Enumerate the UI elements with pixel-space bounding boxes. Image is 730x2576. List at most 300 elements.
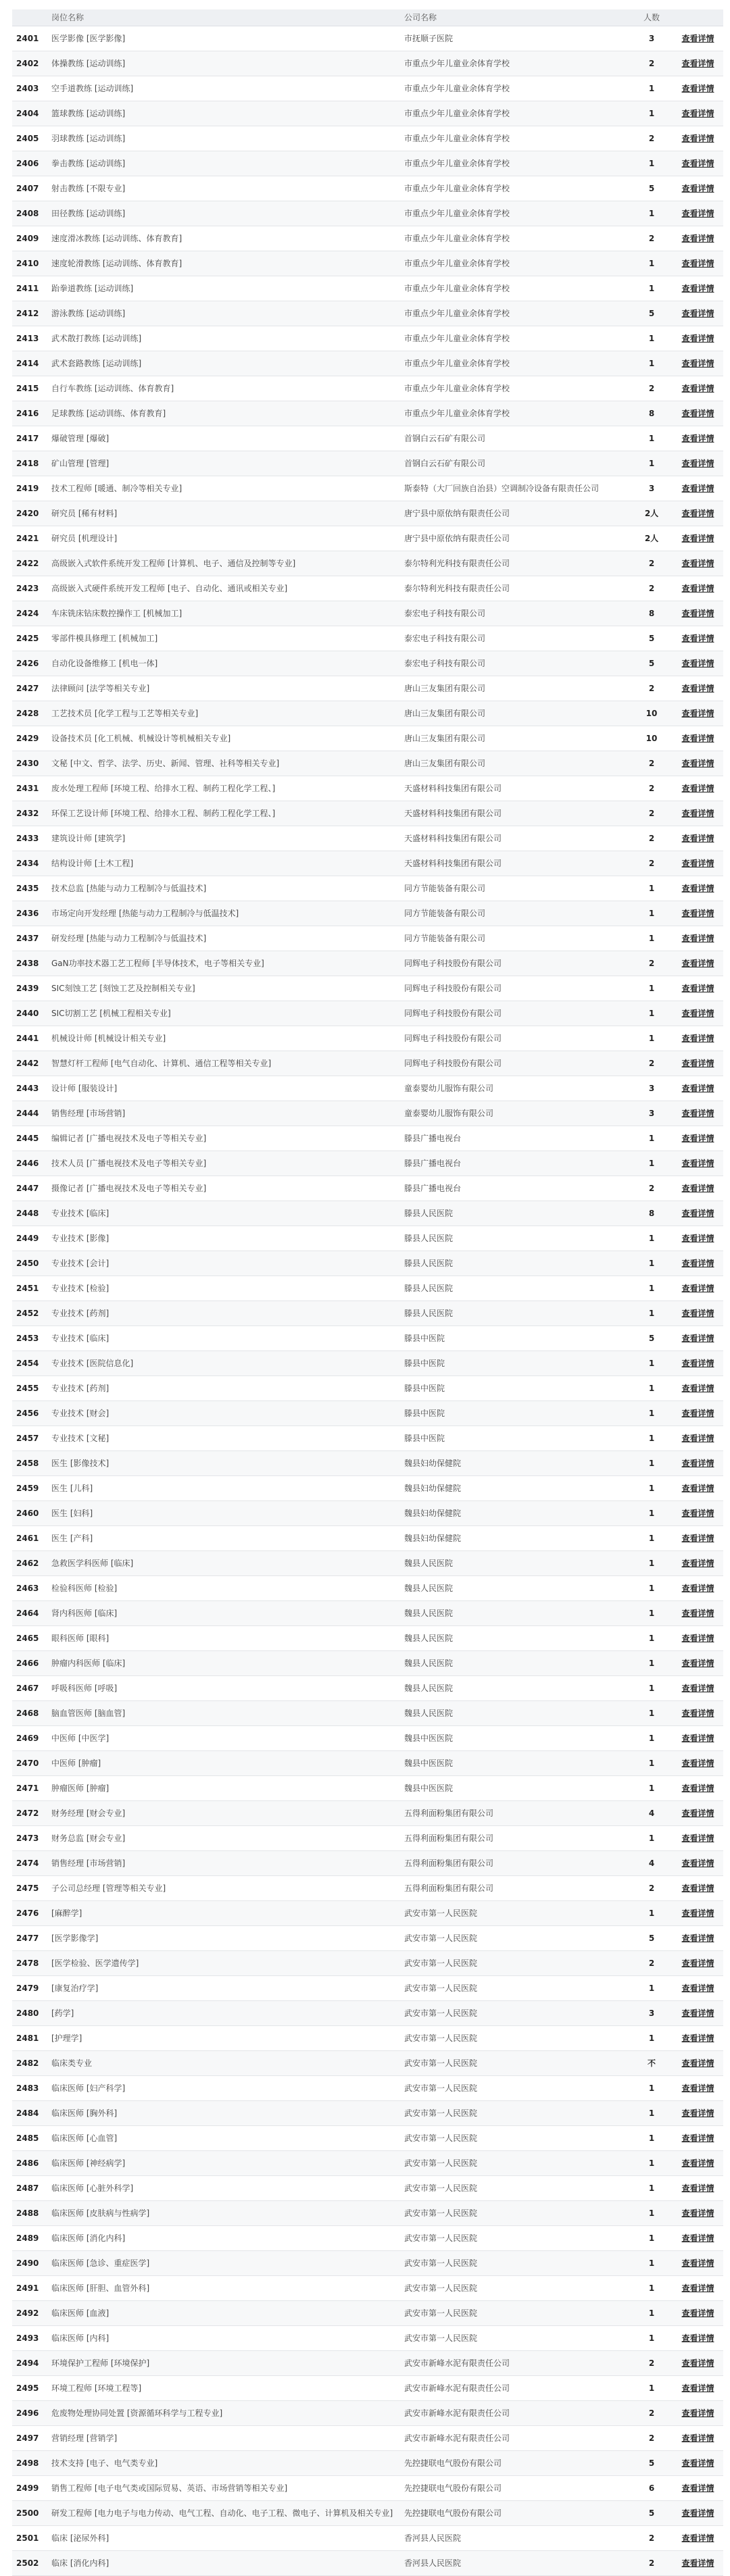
table-row (12, 2450, 723, 2475)
row-company: 滕县广播电视台 (397, 1151, 631, 1176)
row-count: 1 (631, 1300, 673, 1325)
view-details-link[interactable]: 查看详情 (681, 1034, 714, 1043)
table-row (12, 1276, 723, 1300)
row-count: 5 (631, 301, 673, 326)
table-row (12, 676, 723, 701)
view-details-link[interactable]: 查看详情 (681, 1459, 714, 1468)
row-action-cell (673, 1675, 723, 1700)
view-details-link[interactable]: 查看详情 (681, 509, 714, 518)
view-details-link[interactable]: 查看详情 (681, 759, 714, 768)
row-action-cell (673, 2150, 723, 2175)
row-company: 滕县中医院 (397, 1375, 631, 1400)
row-company: 魏县中医医院 (397, 1725, 631, 1750)
row-id: 2440 (12, 1001, 45, 1026)
row-company: 首钢白云石矿有限公司 (397, 451, 631, 476)
row-id: 2456 (12, 1400, 45, 1425)
row-position: 临床医师 [皮肤病与性病学] (45, 2200, 397, 2225)
row-action-cell (673, 2175, 723, 2200)
view-details-link[interactable]: 查看详情 (681, 59, 714, 68)
row-action-cell (673, 2550, 723, 2575)
table-row (12, 176, 723, 201)
view-details-link[interactable]: 查看详情 (681, 1584, 714, 1593)
view-details-link[interactable]: 查看详情 (681, 1384, 714, 1393)
row-action-cell (673, 1875, 723, 1900)
view-details-link[interactable]: 查看详情 (681, 684, 714, 693)
row-count: 1 (631, 1350, 673, 1375)
row-id: 2443 (12, 1076, 45, 1101)
view-details-link[interactable]: 查看详情 (681, 784, 714, 793)
row-id: 2477 (12, 1925, 45, 1950)
row-count: 1 (631, 876, 673, 901)
row-action-cell (673, 1276, 723, 1300)
row-count: 1 (631, 251, 673, 276)
row-position: [麻醉学] (45, 1900, 397, 1925)
row-position: 眼科医师 [眼科] (45, 1625, 397, 1650)
view-details-link[interactable]: 查看详情 (681, 2059, 714, 2068)
view-details-link[interactable]: 查看详情 (681, 1409, 714, 1418)
row-count: 1 (631, 1825, 673, 1850)
row-position: 检验科医师 [检验] (45, 1575, 397, 1600)
row-action-cell (673, 951, 723, 976)
table-row (12, 1076, 723, 1101)
row-company: 首钢白云石矿有限公司 (397, 426, 631, 451)
view-details-link[interactable]: 查看详情 (681, 2258, 714, 2268)
row-company: 先控捷联电气股份有限公司 (397, 2450, 631, 2475)
view-details-link[interactable]: 查看详情 (681, 2533, 714, 2543)
row-count: 1 (631, 426, 673, 451)
view-details-link[interactable]: 查看详情 (681, 809, 714, 818)
view-details-link[interactable]: 查看详情 (681, 2308, 714, 2318)
row-company: 市重点少年儿童业余体育学校 (397, 151, 631, 176)
view-details-link[interactable]: 查看详情 (681, 1184, 714, 1193)
table-body (12, 26, 723, 2575)
row-company: 武安市新峰水泥有限责任公司 (397, 2425, 631, 2450)
row-company: 唐山三友集团有限公司 (397, 726, 631, 751)
view-details-link[interactable]: 查看详情 (681, 584, 714, 593)
view-details-link[interactable]: 查看详情 (681, 1059, 714, 1068)
row-position: 爆破管理 [爆破] (45, 426, 397, 451)
row-id: 2501 (12, 2525, 45, 2550)
row-position: 脑血管医师 [脑血管] (45, 1700, 397, 1725)
row-position: 临床医师 [妇产科学] (45, 2075, 397, 2100)
view-details-link[interactable]: 查看详情 (681, 1084, 714, 1093)
row-action-cell (673, 1850, 723, 1875)
view-details-link[interactable]: 查看详情 (681, 84, 714, 93)
row-position: 设计师 [服装设计] (45, 1076, 397, 1101)
row-action-cell (673, 76, 723, 101)
row-company: 五得利面粉集团有限公司 (397, 1800, 631, 1825)
view-details-link[interactable]: 查看详情 (681, 1609, 714, 1618)
table-row (12, 476, 723, 501)
row-id: 2449 (12, 1226, 45, 1251)
table-row (12, 2175, 723, 2200)
view-details-link[interactable]: 查看详情 (681, 2283, 714, 2293)
row-id: 2423 (12, 576, 45, 601)
row-action-cell (673, 1600, 723, 1625)
row-action-cell (673, 1300, 723, 1325)
row-company: 滕县人民医院 (397, 1201, 631, 1226)
row-id: 2420 (12, 501, 45, 526)
row-id: 2438 (12, 951, 45, 976)
table-row (12, 2150, 723, 2175)
row-id: 2418 (12, 451, 45, 476)
view-details-link[interactable]: 查看详情 (681, 2408, 714, 2418)
row-position: [康复治疗学] (45, 1975, 397, 2000)
view-details-link[interactable]: 查看详情 (681, 2333, 714, 2343)
table-row (12, 301, 723, 326)
row-action-cell (673, 526, 723, 551)
table-row (12, 2200, 723, 2225)
row-count: 1 (631, 2325, 673, 2350)
row-position: 篮球教练 [运动训练] (45, 101, 397, 126)
row-action-cell (673, 26, 723, 51)
header-action (673, 9, 723, 26)
row-count: 2 (631, 751, 673, 776)
view-details-link[interactable]: 查看详情 (681, 1634, 714, 1643)
row-position: 临床类专业 (45, 2050, 397, 2075)
table-row (12, 826, 723, 851)
header-count: 人数 (631, 9, 673, 26)
table-row (12, 2325, 723, 2350)
view-details-link[interactable]: 查看详情 (681, 659, 714, 668)
table-row (12, 1450, 723, 1475)
row-id: 2451 (12, 1276, 45, 1300)
view-details-link[interactable]: 查看详情 (681, 1209, 714, 1218)
view-details-link[interactable]: 查看详情 (681, 609, 714, 618)
table-row (12, 1625, 723, 1650)
row-action-cell (673, 626, 723, 651)
row-action-cell (673, 1700, 723, 1725)
table-row (12, 2425, 723, 2450)
row-position: 结构设计师 [土木工程] (45, 851, 397, 876)
row-position: 拳击教练 [运动训练] (45, 151, 397, 176)
row-count: 1 (631, 1600, 673, 1625)
row-action-cell (673, 1425, 723, 1450)
view-details-link[interactable]: 查看详情 (681, 2383, 714, 2393)
row-action-cell (673, 676, 723, 701)
row-position: 足球教练 [运动训练、体育教育] (45, 401, 397, 426)
view-details-link[interactable]: 查看详情 (681, 1009, 714, 1018)
row-company: 武安市第一人民医院 (397, 2050, 631, 2075)
row-action-cell (673, 351, 723, 376)
row-company: 泰宏电子科技有限公司 (397, 601, 631, 626)
row-count: 1 (631, 1725, 673, 1750)
view-details-link[interactable]: 查看详情 (681, 1259, 714, 1268)
view-details-link[interactable]: 查看详情 (681, 2233, 714, 2243)
row-company: 滕县中医院 (397, 1325, 631, 1350)
table-row (12, 1800, 723, 1825)
row-company: 市重点少年儿童业余体育学校 (397, 176, 631, 201)
row-company: 武安市新峰水泥有限责任公司 (397, 2350, 631, 2375)
row-count: 2 (631, 676, 673, 701)
view-details-link[interactable]: 查看详情 (681, 1734, 714, 1743)
row-id: 2463 (12, 1575, 45, 1600)
table-row (12, 1725, 723, 1750)
view-details-link[interactable]: 查看详情 (681, 1659, 714, 1668)
view-details-link[interactable]: 查看详情 (681, 1309, 714, 1318)
view-details-link[interactable]: 查看详情 (681, 734, 714, 743)
table-row (12, 76, 723, 101)
row-position: 肿瘤内科医师 [临床] (45, 1650, 397, 1675)
row-action-cell (673, 326, 723, 351)
row-id: 2485 (12, 2125, 45, 2150)
view-details-link[interactable]: 查看详情 (681, 1559, 714, 1568)
row-position: 中医师 [中医学] (45, 1725, 397, 1750)
row-count: 1 (631, 976, 673, 1001)
row-company: 武安市第一人民医院 (397, 2325, 631, 2350)
view-details-link[interactable]: 查看详情 (681, 909, 714, 918)
row-company: 魏县中医医院 (397, 1750, 631, 1775)
row-id: 2487 (12, 2175, 45, 2200)
row-count: 10 (631, 701, 673, 726)
view-details-link[interactable]: 查看详情 (681, 159, 714, 168)
view-details-link[interactable]: 查看详情 (681, 359, 714, 368)
row-action-cell (673, 1975, 723, 2000)
table-row (12, 1325, 723, 1350)
row-company: 滕县人民医院 (397, 1300, 631, 1325)
table-row (12, 1300, 723, 1325)
view-details-link[interactable]: 查看详情 (681, 2508, 714, 2518)
view-details-link[interactable]: 查看详情 (681, 934, 714, 943)
table-row (12, 2500, 723, 2525)
view-details-link[interactable]: 查看详情 (681, 109, 714, 118)
row-count: 1 (631, 1126, 673, 1151)
row-id: 2494 (12, 2350, 45, 2375)
row-id: 2457 (12, 1425, 45, 1450)
row-count: 5 (631, 1925, 673, 1950)
row-position: 空手道教练 [运动训练] (45, 76, 397, 101)
row-company: 香河县人民医院 (397, 2550, 631, 2575)
row-id: 2459 (12, 1475, 45, 1500)
view-details-link[interactable]: 查看详情 (681, 1109, 714, 1118)
row-count: 1 (631, 1151, 673, 1176)
row-id: 2426 (12, 651, 45, 676)
view-details-link[interactable]: 查看详情 (681, 534, 714, 543)
view-details-link[interactable]: 查看详情 (681, 559, 714, 568)
view-details-link[interactable]: 查看详情 (681, 1759, 714, 1768)
table-row (12, 1201, 723, 1226)
row-company: 市重点少年儿童业余体育学校 (397, 251, 631, 276)
view-details-link[interactable]: 查看详情 (681, 2433, 714, 2443)
view-details-link[interactable]: 查看详情 (681, 1234, 714, 1243)
view-details-link[interactable]: 查看详情 (681, 984, 714, 993)
view-details-link[interactable]: 查看详情 (681, 1684, 714, 1693)
view-details-link[interactable]: 查看详情 (681, 2358, 714, 2368)
row-id: 2408 (12, 201, 45, 226)
row-company: 同辉电子科技股份有限公司 (397, 976, 631, 1001)
table-row (12, 451, 723, 476)
row-action-cell (673, 801, 723, 826)
row-company: 五得利面粉集团有限公司 (397, 1875, 631, 1900)
row-id: 2462 (12, 1550, 45, 1575)
view-details-link[interactable]: 查看详情 (681, 1909, 714, 1918)
row-company: 滕县中医院 (397, 1400, 631, 1425)
table-row (12, 226, 723, 251)
row-count: 1 (631, 1900, 673, 1925)
row-position: 专业技术 [医院信息化] (45, 1350, 397, 1375)
row-count: 2 (631, 1051, 673, 1076)
row-position: 环保工艺设计师 [环境工程、给排水工程、制药工程化学工程、] (45, 801, 397, 826)
view-details-link[interactable]: 查看详情 (681, 1834, 714, 1843)
row-position: 武术套路教练 [运动训练] (45, 351, 397, 376)
view-details-link[interactable]: 查看详情 (681, 2009, 714, 2018)
row-position: 速度滑冰教练 [运动训练、体育教育] (45, 226, 397, 251)
row-position: 研发经理 [热能与动力工程制冷与低温技术] (45, 926, 397, 951)
view-details-link[interactable]: 查看详情 (681, 1509, 714, 1518)
row-company: 同方节能装备有限公司 (397, 901, 631, 926)
view-details-link[interactable]: 查看详情 (681, 2183, 714, 2193)
view-details-link[interactable]: 查看详情 (681, 259, 714, 268)
row-action-cell (673, 51, 723, 76)
view-details-link[interactable]: 查看详情 (681, 1809, 714, 1818)
view-details-link[interactable]: 查看详情 (681, 459, 714, 468)
row-position: 建筑设计师 [建筑学] (45, 826, 397, 851)
row-company: 同辉电子科技股份有限公司 (397, 1026, 631, 1051)
view-details-link[interactable]: 查看详情 (681, 709, 714, 718)
view-details-link[interactable]: 查看详情 (681, 1134, 714, 1143)
row-position: 车床铣床钻床数控操作工 [机械加工] (45, 601, 397, 626)
row-action-cell (673, 1525, 723, 1550)
row-count: 2 (631, 576, 673, 601)
view-details-link[interactable]: 查看详情 (681, 409, 714, 418)
row-action-cell (673, 1076, 723, 1101)
table-row (12, 651, 723, 676)
row-action-cell (673, 2050, 723, 2075)
row-count: 2 (631, 51, 673, 76)
row-count: 不 (631, 2050, 673, 2075)
view-details-link[interactable]: 查看详情 (681, 1484, 714, 1493)
row-action-cell (673, 126, 723, 151)
row-company: 武安市第一人民医院 (397, 1900, 631, 1925)
view-details-link[interactable]: 查看详情 (681, 34, 714, 43)
row-action-cell (673, 1475, 723, 1500)
row-action-cell (673, 501, 723, 526)
row-id: 2491 (12, 2275, 45, 2300)
row-action-cell (673, 576, 723, 601)
table-row (12, 326, 723, 351)
view-details-link[interactable]: 查看详情 (681, 2158, 714, 2168)
view-details-link[interactable]: 查看详情 (681, 2108, 714, 2118)
table-row (12, 376, 723, 401)
view-details-link[interactable]: 查看详情 (681, 1884, 714, 1893)
row-id: 2461 (12, 1525, 45, 1550)
row-action-cell (673, 2100, 723, 2125)
row-count: 1 (631, 2025, 673, 2050)
view-details-link[interactable]: 查看详情 (681, 1934, 714, 1943)
table-row (12, 2225, 723, 2250)
row-count: 1 (631, 1550, 673, 1575)
row-company: 武安市第一人民医院 (397, 2225, 631, 2250)
row-action-cell (673, 1251, 723, 1276)
view-details-link[interactable]: 查看详情 (681, 434, 714, 443)
view-details-link[interactable]: 查看详情 (681, 1284, 714, 1293)
view-details-link[interactable]: 查看详情 (681, 2034, 714, 2043)
row-company: 魏县人民医院 (397, 1675, 631, 1700)
row-position: 专业技术 [文秘] (45, 1425, 397, 1450)
view-details-link[interactable]: 查看详情 (681, 2133, 714, 2143)
row-id: 2434 (12, 851, 45, 876)
view-details-link[interactable]: 查看详情 (681, 2558, 714, 2568)
row-position: 研发工程师 [电力电子与电力传动、电气工程、自动化、电子工程、微电子、计算机及相关专业] (45, 2500, 397, 2525)
view-details-link[interactable]: 查看详情 (681, 884, 714, 893)
view-details-link[interactable]: 查看详情 (681, 1784, 714, 1793)
view-details-link[interactable]: 查看详情 (681, 959, 714, 968)
row-action-cell (673, 751, 723, 776)
row-id: 2437 (12, 926, 45, 951)
view-details-link[interactable]: 查看详情 (681, 1334, 714, 1343)
row-count: 1 (631, 1425, 673, 1450)
view-details-link[interactable]: 查看详情 (681, 1534, 714, 1543)
view-details-link[interactable]: 查看详情 (681, 2483, 714, 2493)
view-details-link[interactable]: 查看详情 (681, 1984, 714, 1993)
view-details-link[interactable]: 查看详情 (681, 2208, 714, 2218)
row-id: 2490 (12, 2250, 45, 2275)
view-details-link[interactable]: 查看详情 (681, 1709, 714, 1718)
row-position: [医学影像学] (45, 1925, 397, 1950)
view-details-link[interactable]: 查看详情 (681, 209, 714, 218)
view-details-link[interactable]: 查看详情 (681, 334, 714, 343)
view-details-link[interactable]: 查看详情 (681, 1959, 714, 1968)
view-details-link[interactable]: 查看详情 (681, 184, 714, 193)
row-company: 唐宁县中原依纳有限责任公司 (397, 526, 631, 551)
row-position: 销售经理 [市场营销] (45, 1101, 397, 1126)
view-details-link[interactable]: 查看详情 (681, 834, 714, 843)
row-action-cell (673, 701, 723, 726)
row-company: 泰尔特利光科技有限责任公司 (397, 576, 631, 601)
header-row (12, 9, 723, 26)
view-details-link[interactable]: 查看详情 (681, 859, 714, 868)
row-company: 泰宏电子科技有限公司 (397, 626, 631, 651)
row-id: 2416 (12, 401, 45, 426)
row-company: 武安市第一人民医院 (397, 2100, 631, 2125)
row-count: 1 (631, 1700, 673, 1725)
row-company: 同辉电子科技股份有限公司 (397, 1051, 631, 1076)
view-details-link[interactable]: 查看详情 (681, 1434, 714, 1443)
row-id: 2469 (12, 1725, 45, 1750)
view-details-link[interactable]: 查看详情 (681, 484, 714, 493)
row-action-cell (673, 551, 723, 576)
row-company: 香河县人民医院 (397, 2525, 631, 2550)
view-details-link[interactable]: 查看详情 (681, 309, 714, 318)
row-count: 1 (631, 1026, 673, 1051)
row-id: 2403 (12, 76, 45, 101)
row-position: 医学影像 [医学影像] (45, 26, 397, 51)
table-row (12, 776, 723, 801)
view-details-link[interactable]: 查看详情 (681, 1859, 714, 1868)
view-details-link[interactable]: 查看详情 (681, 384, 714, 393)
row-company: 市重点少年儿童业余体育学校 (397, 351, 631, 376)
view-details-link[interactable]: 查看详情 (681, 1359, 714, 1368)
view-details-link[interactable]: 查看详情 (681, 134, 714, 143)
view-details-link[interactable]: 查看详情 (681, 1159, 714, 1168)
row-action-cell (673, 651, 723, 676)
view-details-link[interactable]: 查看详情 (681, 2458, 714, 2468)
view-details-link[interactable]: 查看详情 (681, 284, 714, 293)
view-details-link[interactable]: 查看详情 (681, 234, 714, 243)
row-company: 唐山三友集团有限公司 (397, 751, 631, 776)
row-action-cell (673, 1950, 723, 1975)
row-action-cell (673, 976, 723, 1001)
row-position: 工艺技术员 [化学工程与工艺等相关专业] (45, 701, 397, 726)
table-row (12, 276, 723, 301)
view-details-link[interactable]: 查看详情 (681, 2083, 714, 2093)
view-details-link[interactable]: 查看详情 (681, 634, 714, 643)
row-company: 市抚顺子医院 (397, 26, 631, 51)
row-company: 魏县妇幼保健院 (397, 1525, 631, 1550)
table-row (12, 1400, 723, 1425)
row-id: 2466 (12, 1650, 45, 1675)
row-company: 市重点少年儿童业余体育学校 (397, 326, 631, 351)
